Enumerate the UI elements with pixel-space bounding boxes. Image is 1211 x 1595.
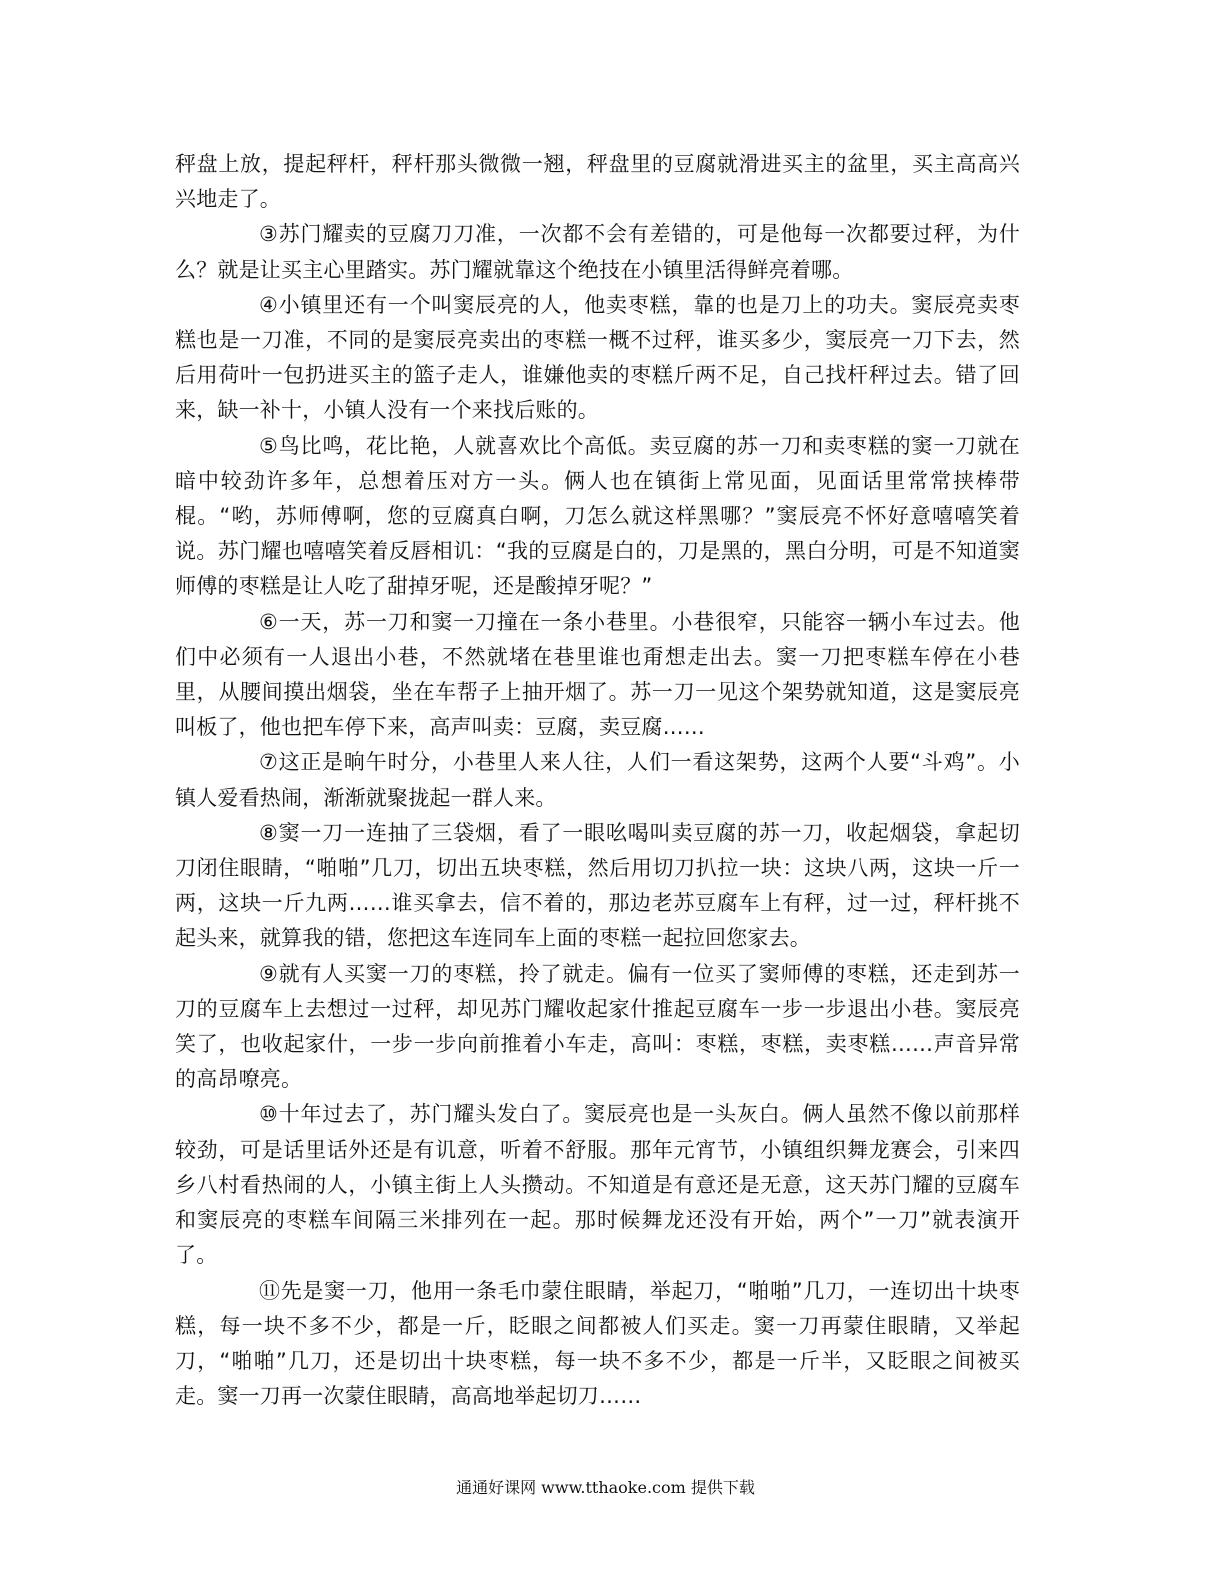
document-body xyxy=(175,147,1020,1414)
paragraph-3: ③苏门耀卖的豆腐刀刀准，一次都不会有差错的，可是他每一次都要过秤，为什么？就是让买主心里踏实。苏门耀就靠这个绝技在小镇里活得鲜亮着哪。 xyxy=(175,222,1020,282)
paragraph-6: ⑥一天，苏一刀和窦一刀撞在一条小巷里。小巷很窄，只能容一辆小车过去。他们中必须有一人退出小巷，不然就堵在巷里谁也甭想走出去。窦一刀把枣糕车停在小巷里，从腰间摸出烟袋，坐在车帮子上抽开烟了。苏一刀一见这个架势就知道，这是窦辰亮叫板了，他也把车停下来，高声叫卖：豆腐，卖豆腐…… xyxy=(175,609,1020,740)
paragraph-8: ⑧窦一刀一连抽了三袋烟，看了一眼吆喝叫卖豆腐的苏一刀，收起烟袋，拿起切刀闭住眼睛，“啪啪”几刀，切出五块枣糕，然后用切刀扒拉一块：这块八两，这块一斤一两，这块一斤九两……谁买拿去，信不着的，那边老苏豆腐车上有秤，过一过，秤杆挑不起头来，就算我的错，您把这车连同车上面的枣糕一起拉回您家去。 xyxy=(175,820,1020,951)
paragraph-7: ⑦这正是晌午时分，小巷里人来人往，人们一看这架势，这两个人要“斗鸡”。小镇人爱看热闹，渐渐就聚拢起一群人来。 xyxy=(175,750,1020,810)
paragraph-10: ⑩十年过去了，苏门耀头发白了。窦辰亮也是一头灰白。俩人虽然不像以前那样较劲，可是话里话外还是有讥意，听着不舒服。那年元宵节，小镇组织舞龙赛会，引来四乡八村看热闹的人，小镇主街上人头攒动。不知道是有意还是无意，这天苏门耀的豆腐车和窦辰亮的枣糕车间隔三米排列在一起。那时候舞龙还没有开始，两个”一刀”就表演开了。 xyxy=(175,1102,1020,1268)
page-footer: 通通好课网 www.tthaoke.com 提供下载 xyxy=(456,1478,755,1497)
paragraph-11: ⑪先是窦一刀，他用一条毛巾蒙住眼睛，举起刀，“啪啪”几刀，一连切出十块枣糕，每一块不多不少，都是一斤，眨眼之间都被人们买走。窦一刀再蒙住眼睛，又举起刀，“啪啪”几刀，还是切出十块枣糕，每一块不多不少，都是一斤半，又眨眼之间被买走。窦一刀再一次蒙住眼睛，高高地举起切刀…… xyxy=(175,1278,1020,1409)
paragraph-9: ⑨就有人买窦一刀的枣糕，拎了就走。偏有一位买了窦师傅的枣糕，还走到苏一刀的豆腐车上去想过一过秤，却见苏门耀收起家什推起豆腐车一步一步退出小巷。窦辰亮笑了，也收起家什，一步一步向前推着小车走，高叫：枣糕，枣糕，卖枣糕……声音异常的高昂嘹亮。 xyxy=(175,961,1020,1092)
paragraph-1: 秤盘上放，提起秤杆，秤杆那头微微一翘，秤盘里的豆腐就滑进买主的盆里，买主高高兴兴地走了。 xyxy=(175,152,1020,212)
paragraph-4: ④小镇里还有一个叫窦辰亮的人，他卖枣糕，靠的也是刀上的功夫。窦辰亮卖枣糕也是一刀准，不同的是窦辰亮卖出的枣糕一概不过秤，谁买多少，窦辰亮一刀下去，然后用荷叶一包扔进买主的篮子走人，谁嫌他卖的枣糕斤两不足，自己找杆秤过去。错了回来，缺一补十，小镇人没有一个来找后账的。 xyxy=(175,292,1020,423)
paragraph-5: ⑤鸟比鸣，花比艳，人就喜欢比个高低。卖豆腐的苏一刀和卖枣糕的窦一刀就在暗中较劲许多年，总想着压对方一头。俩人也在镇街上常见面，见面话里常常挟棒带棍。“哟，苏师傅啊，您的豆腐真白啊，刀怎么就这样黑哪？”窦辰亮不怀好意嘻嘻笑着说。苏门耀也嘻嘻笑着反唇相讥：“我的豆腐是白的，刀是黑的，黑白分明，可是不知道窦师傅的枣糕是让人吃了甜掉牙呢，还是酸掉牙呢？” xyxy=(175,433,1020,599)
